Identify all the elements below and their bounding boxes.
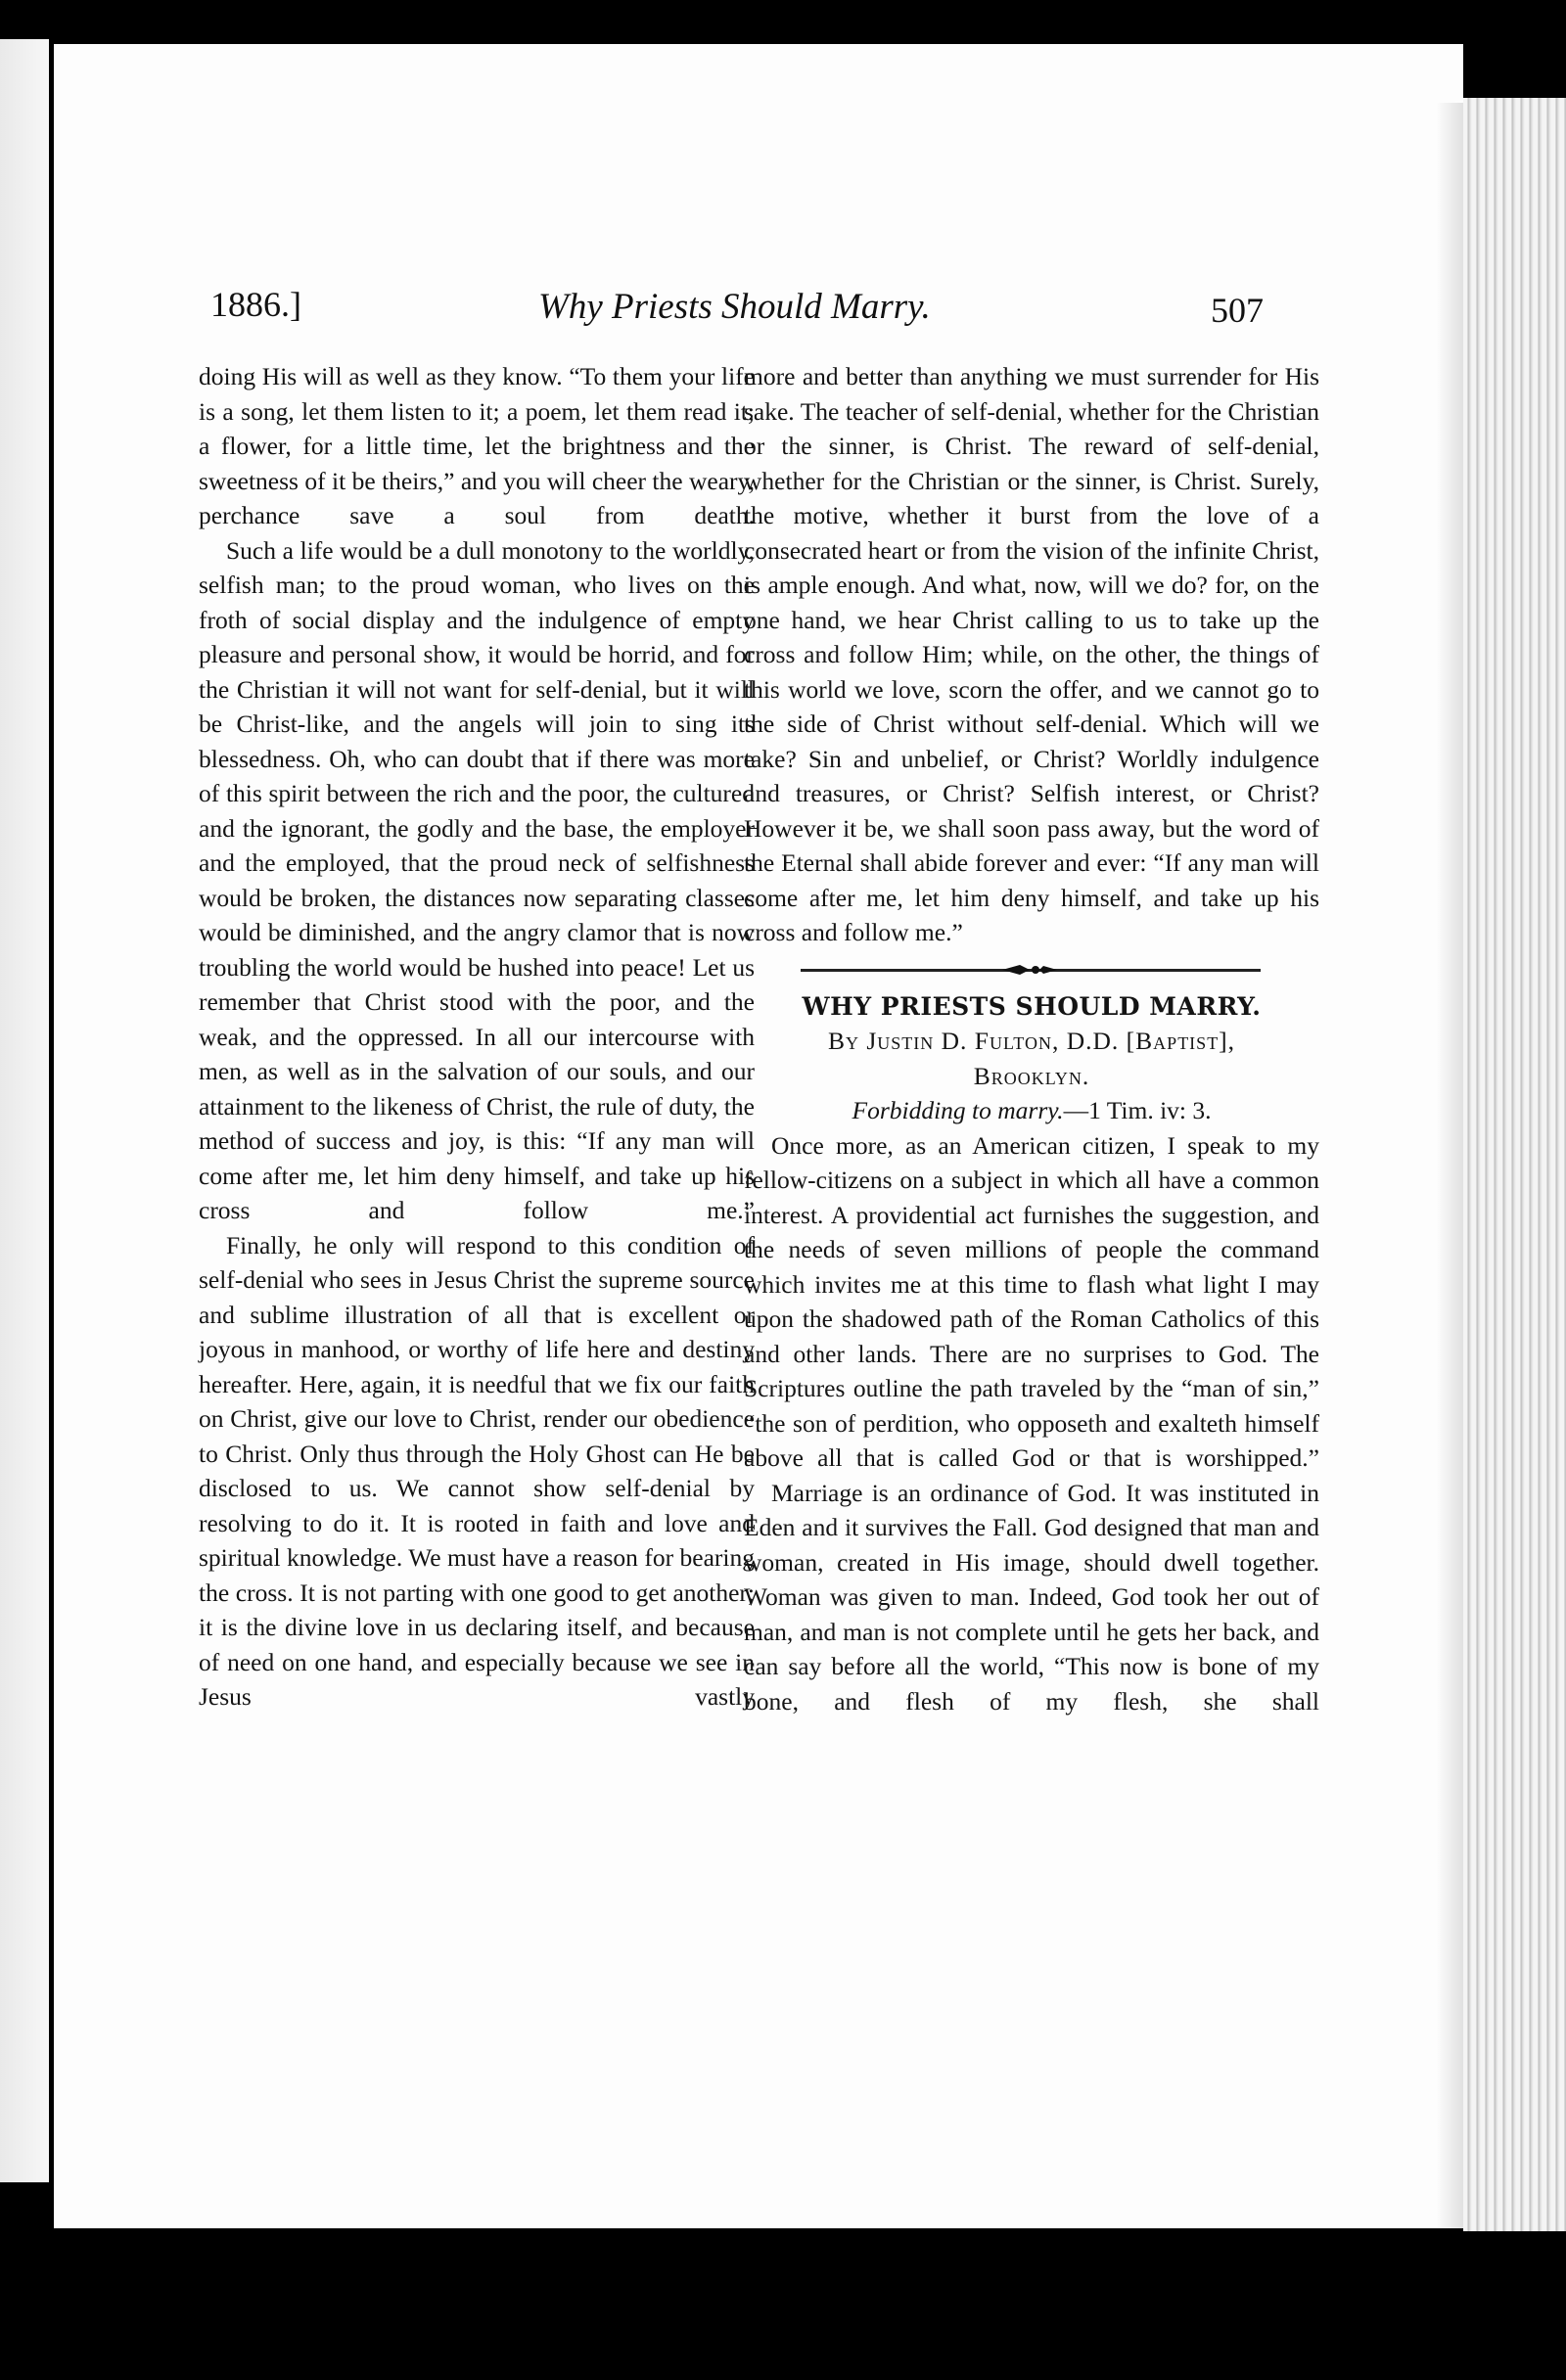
- epigraph-text: Forbidding to marry.: [852, 1096, 1064, 1124]
- paragraph: Finally, he only will respond to this condition of self-denial who sees in Jesus Christ the supreme source and sublime illustration of all that is excellent or joyous in manhood, or worthy of life here and destiny hereafter. Here, again, it is needful that we fix our faith on Christ, give our love to Christ, render our obedience to Christ. Only thus through the Holy Ghost can He be disclosed to us. We cannot show self-denial by resolving to do it. It is rooted in faith and love and spiritual knowledge. We must have a reason for bearing the cross. It is not parting with one good to get another; it is the divine love in us declaring itself, and because of need on one hand, and especially because we see in Jesus vastly: [199, 1230, 755, 1711]
- running-header: [54, 284, 1463, 343]
- section-divider: [744, 960, 1319, 980]
- epigraph-reference: —1 Tim. iv: 3.: [1063, 1096, 1212, 1124]
- book-page: [54, 44, 1463, 2228]
- article-location: Brooklyn.: [973, 1061, 1090, 1090]
- paragraph: Marriage is an ordinance of God. It was instituted in Eden and it survives the Fall. God designed that man and woman, created in His image, should dwell together. Woman was given to man. Indeed, God took her out of man, and man is not complete until he gets her back, and can say before all the world, “This now is bone of my bone, and flesh of my flesh, she shall: [744, 1478, 1319, 1716]
- page-number: 507: [1211, 291, 1264, 330]
- paragraph: more and better than anything we must surrender for His sake. The teacher of self-denial, whether for the Christian or the sinner, is Christ. The reward of self-denial, whether for the Christian or the sinner, is Christ. Surely, the motive, whether it burst from the love of a consecrated heart or from the vision of the infinite Christ, is ample enough. And what, now, will we do? for, on the one hand, we hear Christ calling to us to take up the cross and follow Him; while, on the other, the things of this world we love, scorn the offer, and we cannot go to the side of Christ without self-denial. Which will we take? Sin and unbelief, or Christ? Worldly indulgence and treasures, or Christ? Selfish interest, or Christ? However it be, we shall soon pass away, but the word of the Eternal shall abide forever and ever: “If any man will come after me, let him deny himself, and take up his cross and follow me.”: [744, 362, 1319, 946]
- article-title: WHY PRIESTS SHOULD MARRY.: [802, 991, 1262, 1021]
- page-gutter-shadow: [1436, 103, 1465, 2231]
- adjacent-page-edge: [0, 39, 49, 2182]
- header-date: 1886.]: [210, 285, 301, 324]
- paragraph: Once more, as an American citizen, I speak to my fellow-citizens on a subject in which all have a common interest. A providential act furnishes the suggestion, and the needs of seven millions of people the command which invites me at this time to flash what light I may upon the shadowed path of the Roman Catholics of this and other lands. There are no surprises to God. The Scriptures outline the path traveled by the “man of sin,” “the son of perdition, who opposeth and exalteth himself above all that is called God or that is worshipped.”: [744, 1130, 1319, 1472]
- right-column: [744, 359, 1319, 1718]
- epigraph: [744, 1093, 1319, 1128]
- left-column: [199, 359, 755, 1715]
- paragraph: Such a life would be a dull monotony to the worldly, selfish man; to the proud woman, who lives on the froth of social display and the indulgence of empty pleasure and personal show, it would be horrid, and for the Christian it will not want for self-denial, but it will be Christ-like, and the angels will join to sing its blessedness. Oh, who can doubt that if there was more of this spirit between the rich and the poor, the cultured and the ignorant, the godly and the base, the employer and the employed, that the proud neck of selfishness would be broken, the distances now separating classes would be diminished, and the angry clamor that is now troubling the world would be hushed into peace! Let us remember that Christ stood with the poor, and the weak, and the oppressed. In all our intercourse with men, as well as in the salvation of our souls, and our attainment to the likeness of Christ, the rule of duty, the method of success and joy, is this: “If any man will come after me, let him deny himself, and take up his cross and follow me.”: [199, 535, 755, 1224]
- header-running-title: Why Priests Should Marry.: [538, 287, 931, 327]
- divider-ornament-icon: [1000, 963, 1059, 977]
- article-byline: By Justin D. Fulton, D.D. [Baptist],: [827, 1027, 1236, 1055]
- page-stack-edge: [1463, 98, 1566, 2231]
- paragraph: doing His will as well as they know. “To them your life is a song, let them listen to it; a poem, let them read it; a flower, for a little time, let the brightness and the sweetness of it be theirs,” and you will cheer the weary, perchance save a soul from death.: [199, 362, 755, 529]
